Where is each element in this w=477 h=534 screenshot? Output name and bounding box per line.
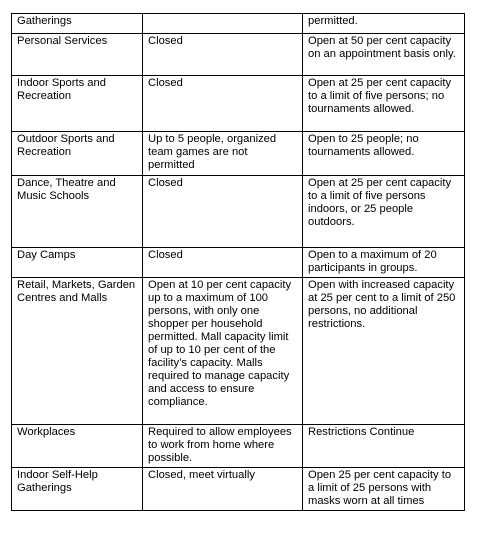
current-restriction-cell: Closed [143,34,303,76]
current-restriction-cell: Up to 5 people, organized team games are not permitted [143,132,303,176]
reopening-rule-cell: Open to a maximum of 20 participants in groups. [303,248,465,278]
table-row [12,132,465,176]
table-row [12,176,465,248]
current-restriction-cell: Closed, meet virtually [143,468,303,511]
reopening-rule-cell: Restrictions Continue [303,425,465,468]
reopening-rule-cell: Open at 50 per cent capacity on an appointment basis only. [303,34,465,76]
category-cell: Personal Services [12,34,143,76]
current-restriction-cell: Closed [143,176,303,248]
table-row [12,14,465,34]
current-restriction-cell: Closed [143,76,303,132]
reopening-rule-cell: Open at 25 per cent capacity to a limit of five persons; no tournaments allowed. [303,76,465,132]
reopening-rule-cell: permitted. [303,14,465,34]
reopening-rule-cell: Open at 25 per cent capacity to a limit of five persons indoors, or 25 people outdoors. [303,176,465,248]
category-cell: Day Camps [12,248,143,278]
category-cell: Retail, Markets, Garden Centres and Malls [12,278,143,425]
category-cell: Gatherings [12,14,143,34]
restrictions-table [11,13,465,511]
table-row [12,248,465,278]
category-cell: Dance, Theatre and Music Schools [12,176,143,248]
reopening-rule-cell: Open with increased capacity at 25 per cent to a limit of 250 persons, no additional restrictions. [303,278,465,425]
table-row [12,34,465,76]
table-row [12,76,465,132]
category-cell: Workplaces [12,425,143,468]
table-row [12,468,465,511]
current-restriction-cell: Open at 10 per cent capacity up to a maximum of 100 persons, with only one shopper per household permitted. Mall capacity limit of up to 10 per cent of the facility’s capacity. Malls required to manage capacity and access to ensure compliance. [143,278,303,425]
current-restriction-cell: Required to allow employees to work from home where possible. [143,425,303,468]
current-restriction-cell: Closed [143,248,303,278]
current-restriction-cell [143,14,303,34]
reopening-rule-cell: Open 25 per cent capacity to a limit of 25 persons with masks worn at all times [303,468,465,511]
category-cell: Outdoor Sports and Recreation [12,132,143,176]
table-row [12,278,465,425]
table-row [12,425,465,468]
category-cell: Indoor Self-Help Gatherings [12,468,143,511]
reopening-rule-cell: Open to 25 people; no tournaments allowed. [303,132,465,176]
category-cell: Indoor Sports and Recreation [12,76,143,132]
